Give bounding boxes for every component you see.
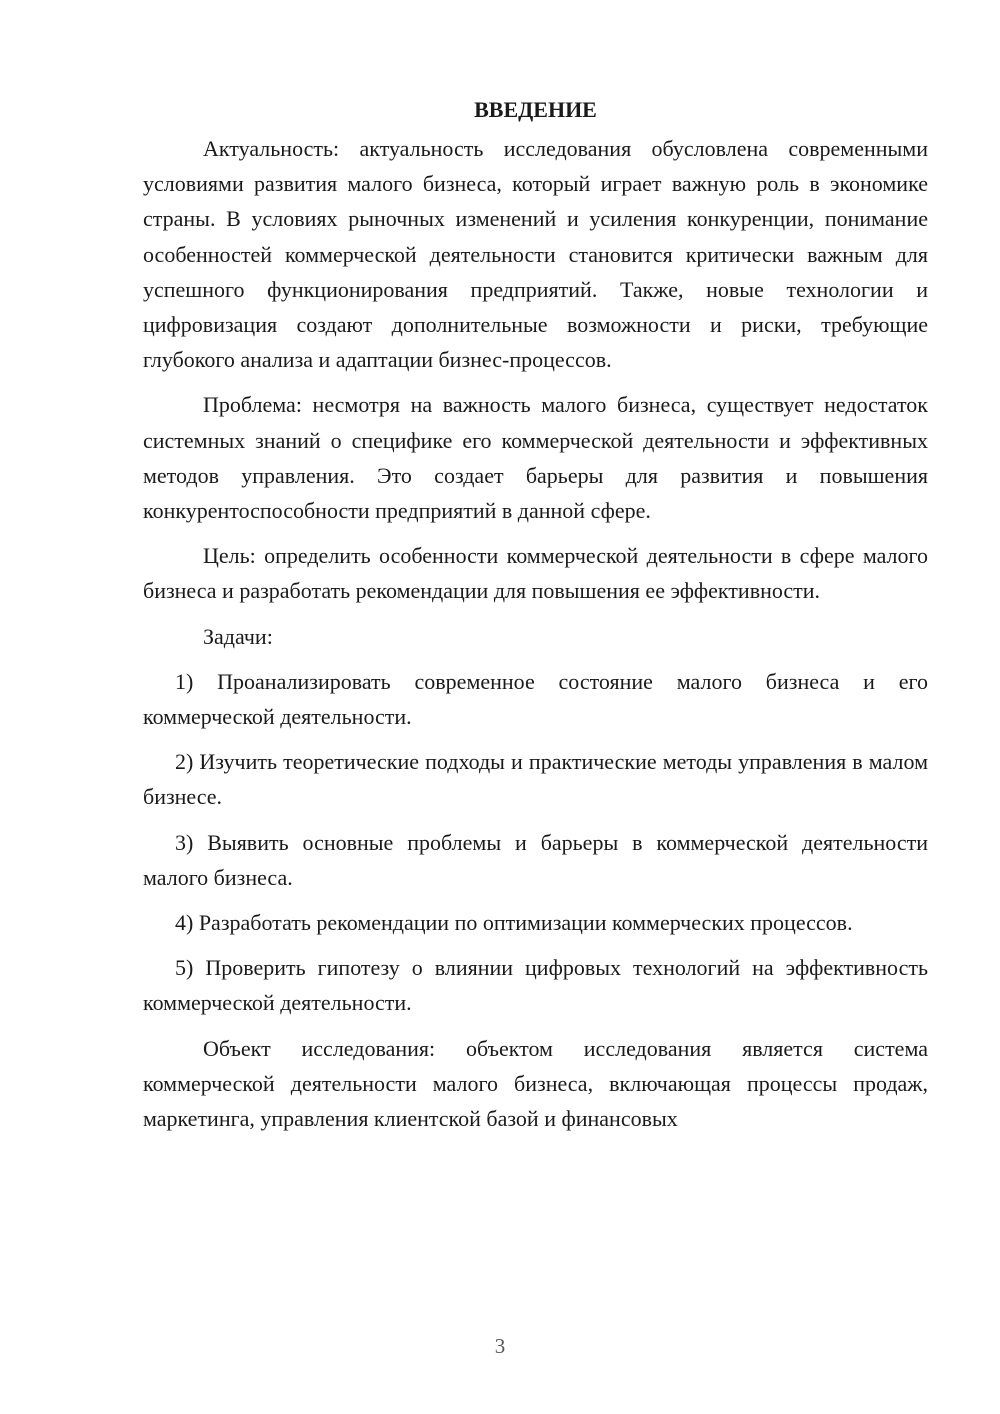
task-item: 2) Изучить теоретические подходы и практические методы управления в малом бизнесе. (143, 749, 928, 810)
task-item: 5) Проверить гипотезу о влиянии цифровых технологий на эффективность коммерческой деятельности. (143, 955, 928, 1016)
tasks-heading: Задачи: (203, 623, 273, 649)
document-page (143, 95, 928, 1146)
task-item: 1) Проанализировать современное состояние малого бизнеса и его коммерческой деятельности. (143, 668, 928, 730)
task-item: 4) Разработать рекомендации по оптимизации коммерческих процессов. (175, 910, 853, 936)
task-item: 3) Выявить основные проблемы и барьеры в коммерческой деятельности малого бизнеса. (143, 829, 928, 890)
paragraph-object: Объект исследования: объектом исследования является система коммерческой деятельности малого бизнеса, включающая процессы продаж, маркетинга, управления клиентской базой и финансовых (143, 1035, 928, 1132)
paragraph-problem: Проблема: несмотря на важность малого бизнеса, существует недостаток системных знаний о специфике его коммерческой деятельности и эффективных методов управления. Это создает барьеры для развития и повышения конкурентоспособности предприятий в данной сфере. (143, 392, 928, 524)
paragraph-goal: Цель: определить особенности коммерческой деятельности в сфере малого бизнеса и разработать рекомендации для повышения ее эффективности. (143, 543, 928, 604)
page-title: ВВЕДЕНИЕ (474, 97, 597, 122)
page-number: 3 (494, 1334, 506, 1358)
paragraph-relevance: Актуальность: актуальность исследования обусловлена современными условиями развития малого бизнеса, который играет важную роль в экономике страны. В условиях рыночных изменений и усиления конкуренции, понимание особенностей коммерческой деятельности становится критически важным для успешного функционирования предприятий. Также, новые технологии и цифровизация создают дополнительные возможности и риски, требующие глубокого анализа и адаптации бизнес-процессов. (143, 136, 928, 373)
